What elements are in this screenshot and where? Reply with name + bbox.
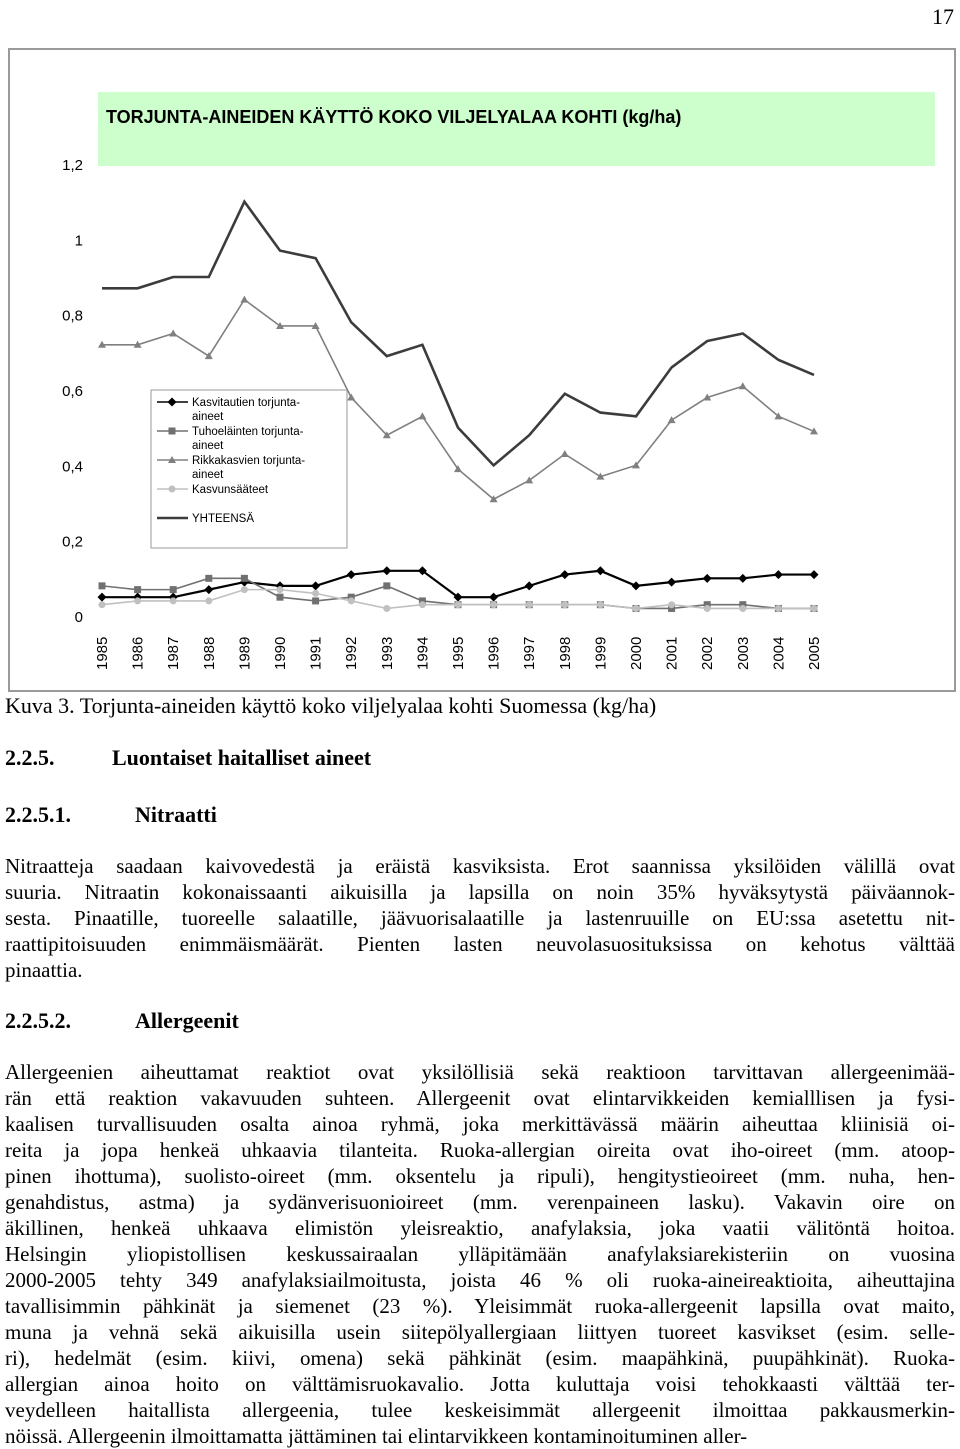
data-point (382, 566, 391, 575)
data-point (205, 575, 212, 582)
data-point (170, 597, 177, 604)
paragraph-allergens (5, 1059, 955, 1449)
data-point (667, 578, 676, 587)
data-point (277, 594, 284, 601)
legend-marker (169, 428, 176, 435)
y-tick-label: 0,6 (62, 383, 83, 400)
x-tick-label: 1992 (343, 636, 361, 670)
data-point (810, 570, 819, 579)
paragraph-line: Nitraatteja saadaan kaivovedestä ja eräistä kasviksista. Erot saannissa yksilöiden välillä ovat (5, 854, 955, 878)
paragraph-line: tavallisimmin pähkinät ja siemenet (23 %). Yleisimmät ruoka-allergeenit lapsilla ovat maito, (5, 1294, 955, 1318)
x-tick-label: 1988 (200, 636, 218, 670)
y-tick-label: 0 (74, 609, 83, 626)
paragraph-line: reita ja jopa henkeä uhkaavia tilanteita. Ruoka-allergian oireita ovat iho-oireet (mm. atoop- (5, 1138, 955, 1162)
chart-title: TORJUNTA-AINEIDEN KÄYTTÖ KOKO VILJELYALAA KOHTI (kg/ha) (106, 107, 682, 127)
paragraph-line: Allergeenien aiheuttamat reaktiot ovat yksilöllisiä sekä reaktioon tarvittavan allergeenimää- (5, 1060, 955, 1084)
data-point (419, 601, 426, 608)
data-point (668, 601, 675, 608)
data-point (205, 597, 212, 604)
page-number: 17 (932, 4, 954, 29)
paragraph-line: nöissä. Allergeenin ilmoittamatta jättäminen tai elintarvikkeen kontaminoituminen aller- (5, 1424, 748, 1448)
data-point (312, 590, 319, 597)
paragraph-line: raattipitoisuuden enimmäismäärät. Pienten lasten neuvolasuosituksissa on kehotus välttää (5, 932, 955, 956)
data-point (169, 330, 177, 337)
data-point (99, 601, 106, 608)
data-point (455, 601, 462, 608)
x-tick-label: 1990 (272, 636, 289, 670)
subsection-heading-allergens (5, 1008, 239, 1034)
data-point (240, 296, 248, 303)
data-point (489, 593, 498, 602)
legend-label: aineet (192, 440, 224, 452)
data-point (738, 574, 747, 583)
data-point (704, 605, 711, 612)
data-point (383, 605, 390, 612)
x-tick-label: 1985 (94, 636, 111, 670)
y-tick-label: 0,4 (62, 458, 83, 476)
legend-marker (169, 486, 176, 493)
data-point (134, 597, 141, 604)
data-point (348, 597, 355, 604)
y-tick-label: 1,2 (62, 157, 83, 174)
chart-title-box (98, 92, 935, 166)
x-tick-label: 1987 (165, 636, 183, 670)
data-point (811, 605, 818, 612)
x-tick-label: 1997 (521, 636, 539, 670)
data-point (383, 582, 390, 589)
data-point (134, 586, 141, 593)
x-tick-label: 2001 (663, 636, 681, 670)
y-tick-label: 0,8 (62, 307, 83, 325)
data-point (597, 601, 604, 608)
data-point (241, 586, 248, 593)
x-tick-label: 1989 (236, 636, 254, 670)
paragraph-line: pinaattia. (5, 958, 83, 982)
figure-caption: Kuva 3. Torjunta-aineiden käyttö koko viljelyalaa kohti Suomessa (kg/ha) (5, 693, 657, 718)
section-heading (5, 745, 371, 771)
paragraph-line: Helsingin yliopistollisen keskussairaalan ylläpitämään anafylaksiarekisteriin on vuosina (5, 1242, 955, 1266)
subsection-title: Allergeenit (135, 1008, 239, 1033)
data-point (775, 605, 782, 612)
legend-label: Rikkakasvien torjunta- (192, 455, 306, 467)
data-point (525, 581, 534, 590)
subsection-number: 2.2.5.1. (5, 802, 71, 827)
y-tick-label: 1 (74, 232, 83, 250)
paragraph-line: allergian ainoa hoito on välttämisruokavalio. Jotta kuluttaja voisi tehokkaasti välttää ter- (5, 1372, 955, 1396)
paragraph-line: kaalisen turvallisuuden osalta ainoa ryhmä, joka merkittävässä määrin aiheuttaa kliinisiä oi- (5, 1112, 955, 1136)
x-tick-label: 2003 (734, 636, 752, 670)
data-point (632, 581, 641, 590)
pesticide-usage-chart (10, 50, 954, 690)
legend-label: YHTEENSÄ (192, 513, 254, 525)
data-point (347, 570, 356, 579)
data-point (490, 601, 497, 608)
subsection-number: 2.2.5.2. (5, 1008, 71, 1033)
x-tick-label: 1994 (414, 636, 432, 670)
x-tick-label: 1995 (450, 636, 467, 670)
data-point (561, 450, 569, 457)
legend-label: aineet (192, 411, 224, 423)
data-point (739, 605, 746, 612)
data-point (418, 412, 426, 419)
x-tick-label: 2002 (699, 636, 717, 670)
legend-label: Tuhoeläinten torjunta- (192, 426, 304, 438)
legend-label: Kasvunsääteet (192, 484, 269, 496)
section-number: 2.2.5. (5, 745, 55, 770)
section-title: Luontaiset haitalliset aineet (112, 745, 372, 770)
chart-frame (8, 48, 956, 692)
data-point (774, 570, 783, 579)
data-point (311, 581, 320, 590)
data-point (241, 575, 248, 582)
legend-label: aineet (192, 469, 224, 481)
data-point (312, 597, 319, 604)
y-tick-label: 0,2 (62, 533, 83, 551)
x-tick-label: 1993 (378, 636, 396, 670)
data-point (98, 593, 107, 602)
paragraph-line: 2000-2005 tehty 349 anafylaksiailmoitusta, joista 46 % oli ruoka-aineireaktioita, aiheuttajina (5, 1268, 955, 1292)
data-point (739, 382, 747, 389)
data-point (703, 574, 712, 583)
data-point (668, 416, 676, 423)
data-point (277, 586, 284, 593)
x-tick-label: 1991 (307, 636, 325, 670)
data-point (561, 601, 568, 608)
paragraph-line: sesta. Pinaatille, tuoreelle salaatille, jäävuorisalaatille ja lastenruuille on EU:ssa asetettu nit- (5, 906, 955, 930)
x-tick-label: 1986 (129, 636, 147, 670)
paragraph-line: äkillinen, henkeä uhkaava elimistön yleisreaktio, anafylaksia, joka vaatii välitöntä hoitoa. (5, 1216, 955, 1240)
x-tick-label: 2000 (628, 636, 645, 670)
paragraph-line: veydelleen haitallista allergeenia, tulee keskeisimmät allergeenit ilmoittaa pakkausmerkin- (5, 1398, 955, 1422)
paragraph-line: pinen ihottuma), suolisto-oireet (mm. oksentelu ja ripuli), hengitystieoireet (mm. nuha, hen- (5, 1164, 955, 1188)
x-tick-label: 1999 (592, 636, 610, 670)
paragraph-line: muna ja vehnä sekä aikuisilla usein siitepölyallergiaan liittyen tuoreet kasvikset (esim. selle- (5, 1320, 955, 1344)
data-point (170, 586, 177, 593)
data-point (633, 605, 640, 612)
paragraph-line: ri), hedelmät (esim. kiivi, omena) sekä pähkinät (esim. maapähkinä, puupähkinät). Ruoka- (5, 1346, 955, 1370)
x-tick-label: 1998 (556, 636, 574, 670)
x-tick-label: 2005 (806, 636, 823, 670)
legend-label: Kasvitautien torjunta- (192, 397, 301, 409)
subsection-heading-nitrate (5, 802, 217, 828)
paragraph-line: suuria. Nitraatin kokonaissaanti aikuisilla ja lapsilla on noin 35% hyväksytystä päiväannok- (5, 880, 955, 904)
data-point (526, 601, 533, 608)
data-point (560, 570, 569, 579)
x-tick-label: 2004 (770, 636, 788, 670)
data-point (347, 394, 355, 401)
paragraph-line: genahdistus, astma) ja sydänverisuonioireet (mm. verenpaineen lasku). Vakavin oire on (5, 1190, 955, 1214)
paragraph-nitrate (5, 853, 955, 983)
data-point (99, 582, 106, 589)
x-tick-label: 1996 (485, 636, 503, 670)
data-point (596, 566, 605, 575)
paragraph-line: rän että reaktion vakavuuden suhteen. Allergeenit ovat elintarvikkeiden kemialllisen ja fysi- (5, 1086, 955, 1110)
subsection-title: Nitraatti (135, 802, 217, 827)
data-point (204, 585, 213, 594)
